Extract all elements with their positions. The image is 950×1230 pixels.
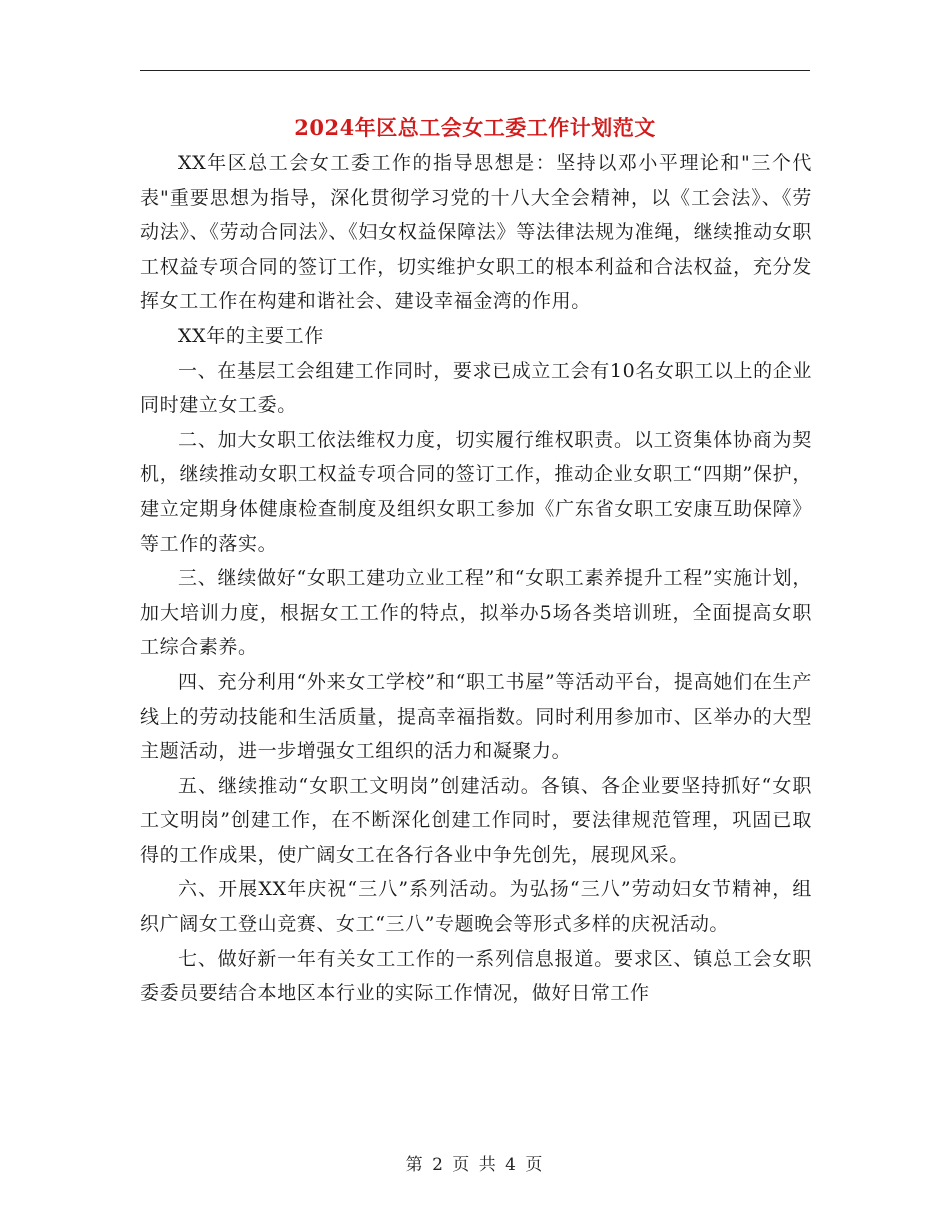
paragraph-item-3: 三、继续做好“女职工建功立业工程”和“女职工素养提升工程”实施计划，加大培训力度，根据女工工作的特点，拟举办5场各类培训班，全面提高女职工综合素养。 [140, 567, 812, 659]
document-body [140, 146, 812, 1011]
paragraph-item-2: 二、加大女职工依法维权力度，切实履行维权职责。以工资集体协商为契机，继续推动女职工权益专项合同的签订工作，推动企业女职工“四期”保护，建立定期身体健康检查制度及组织女职工参加《广东省女职工安康互助保障》等工作的落实。 [140, 428, 812, 555]
paragraph-item-4: 四、充分利用“外来女工学校”和“职工书屋”等活动平台，提高她们在生产线上的劳动技能和生活质量，提高幸福指数。同时利用参加市、区举办的大型主题活动，进一步增强女工组织的活力和凝聚力。 [140, 670, 812, 763]
paragraph-main-work-heading: XX年的主要工作 [178, 324, 324, 347]
page-number: 第 2 页 共 4 页 [405, 1155, 545, 1175]
paragraph-item-5: 五、继续推动“女职工文明岗”创建活动。各镇、各企业要坚持抓好“女职工文明岗”创建工作，在不断深化创建工作同时，要法律规范管理，巩固已取得的工作成果，使广阔女工在各行各业中争先创先，展现风采。 [140, 774, 812, 866]
document-title: 2024年区总工会女工委工作计划范文 [294, 115, 656, 140]
paragraph-guiding-idea: XX年区总工会女工委工作的指导思想是：坚持以邓小平理论和"三个代表"重要思想为指导，深化贯彻学习党的十八大全会精神，以《工会法》、《劳动法》、《劳动合同法》、《妇女权益保障法》等法律法规为准绳，继续推动女职工权益专项合同的签订工作，切实维护女职工的根本利益和合法权益，充分发挥女工工作在构建和谐社会、建设幸福金湾的作用。 [140, 152, 812, 313]
paragraph-item-7: 七、做好新一年有关女工工作的一系列信息报道。要求区、镇总工会女职委委员要结合本地区本行业的实际工作情况，做好日常工作 [140, 947, 812, 1005]
paragraph-item-6: 六、开展XX年庆祝“三八”系列活动。为弘扬“三八”劳动妇女节精神，组织广阔女工登山竞赛、女工“三八”专题晚会等形式多样的庆祝活动。 [140, 878, 812, 936]
paragraph-item-1: 一、在基层工会组建工作同时，要求已成立工会有10名女职工以上的企业同时建立女工委。 [140, 359, 812, 417]
header-rule [140, 70, 810, 71]
